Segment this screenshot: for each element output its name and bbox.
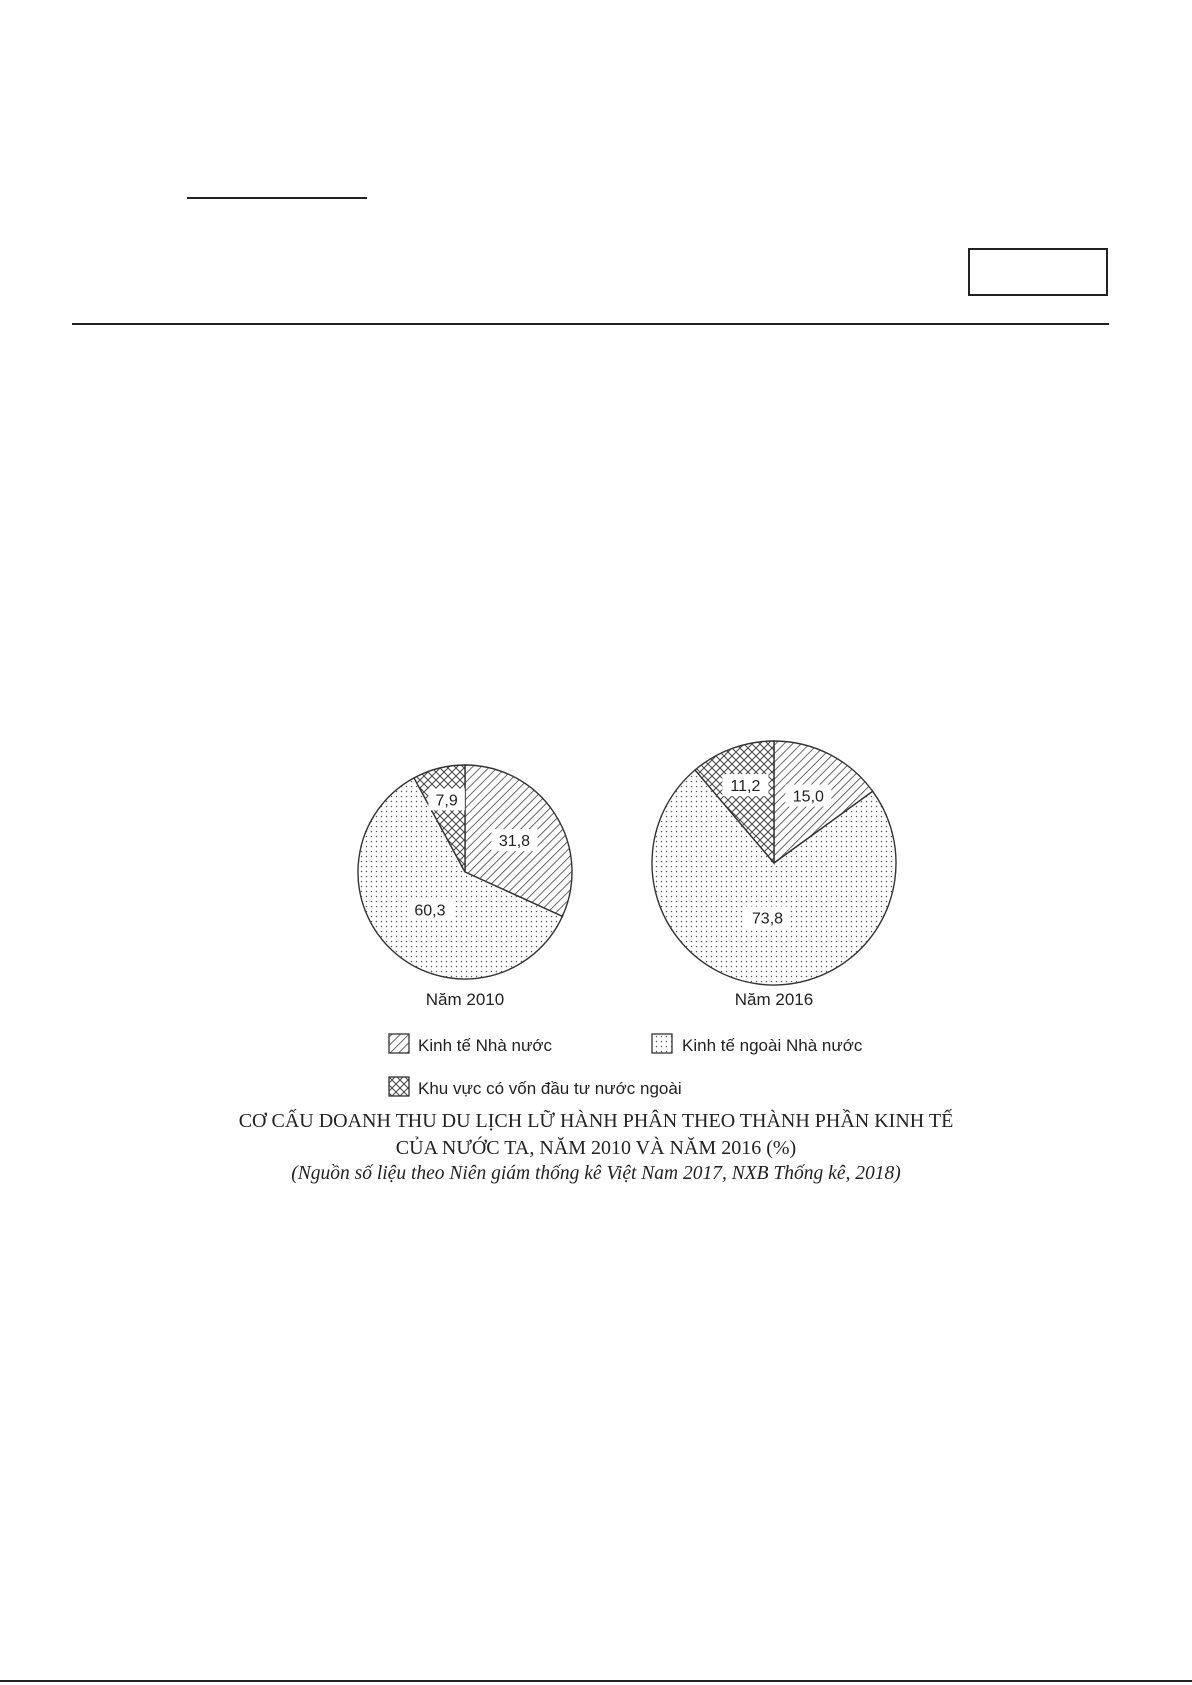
pie-1-data-label-fdi: 11,2	[730, 778, 761, 796]
chart-title-line-1: CƠ CẤU DOANH THU DU LỊCH LỮ HÀNH PHÂN THEO THÀNH PHẦN KINH TẾ	[238, 1110, 954, 1132]
pie-1-data-label-state: 15,0	[792, 788, 824, 806]
legend-label-private: Kinh tế ngoài Nhà nước	[682, 1036, 863, 1055]
pie-1-title: Năm 2016	[734, 990, 814, 1009]
chart-title-line-2: CỦA NƯỚC TA, NĂM 2010 VÀ NĂM 2016 (%)	[395, 1137, 797, 1159]
chart-title	[0, 1108, 1192, 1162]
pie-0-title: Năm 2010	[425, 990, 505, 1009]
legend-label-fdi: Khu vực có vốn đầu tư nước ngoài	[418, 1079, 682, 1098]
pie-0-data-label-private: 60,3	[414, 902, 446, 920]
page-bottom-rule	[0, 1680, 1192, 1682]
legend-swatch-state	[389, 1034, 409, 1053]
legend-swatch-private	[652, 1034, 672, 1053]
pie-0-data-label-state: 31,8	[498, 833, 531, 851]
pie-1-data-label-private: 73,8	[751, 910, 784, 928]
legend-label-state: Kinh tế Nhà nước	[418, 1036, 553, 1055]
pie-0-data-label-fdi: 7,9	[435, 792, 458, 810]
legend-swatch-fdi	[389, 1077, 409, 1096]
chart-source: (Nguồn số liệu theo Niên giám thống kê Việt Nam 2017, NXB Thống kê, 2018)	[291, 1163, 901, 1184]
